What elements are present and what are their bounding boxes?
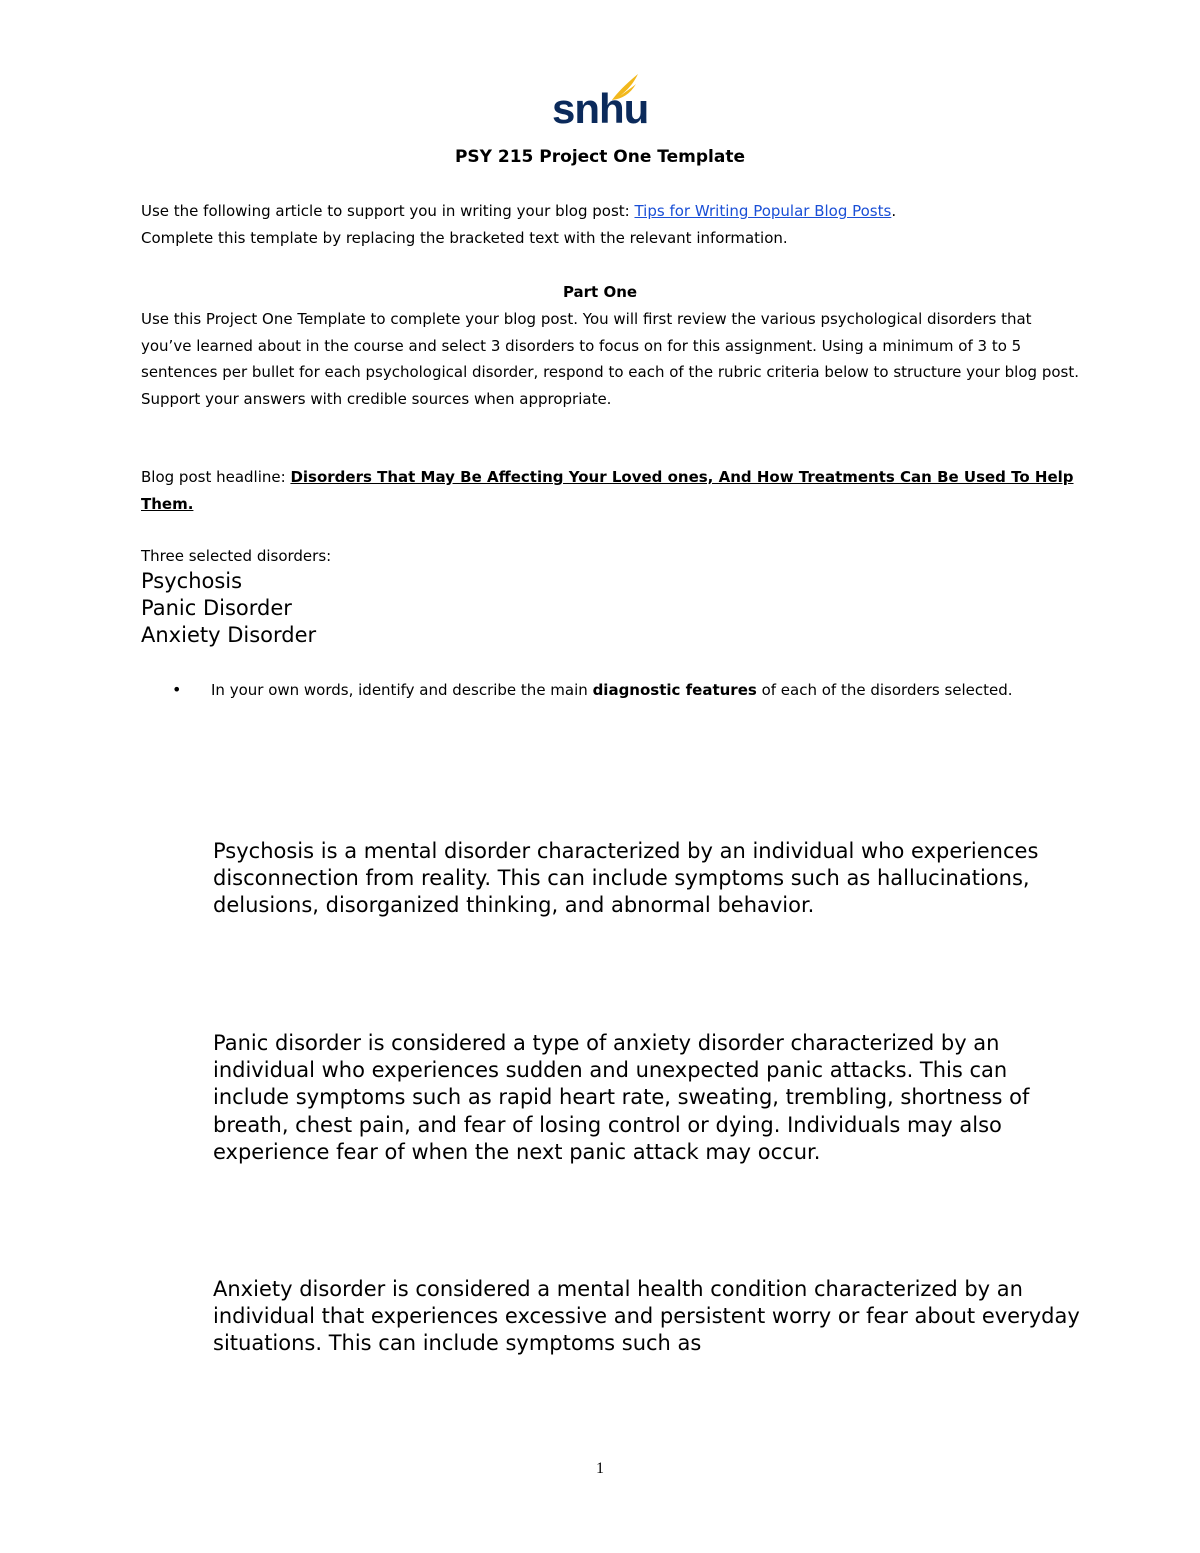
disorder-item: Anxiety Disorder bbox=[141, 623, 317, 647]
bullet-prefix: In your own words, identify and describe the main bbox=[211, 681, 593, 699]
intro-line1-suffix: . bbox=[891, 202, 897, 220]
page-number: 1 bbox=[596, 1460, 604, 1477]
part-one-heading: Part One bbox=[562, 283, 638, 301]
disorders-label: Three selected disorders: bbox=[141, 547, 332, 565]
disorder-list bbox=[141, 568, 316, 649]
answer-panic-disorder: Panic disorder is considered a type of anxiety disorder characterized by an individual who experiences sudden and unexpected panic attacks. This can include symptoms such as rapid heart rate, sweating, trembling, shortness of breath, chest pain, and fear of losing control or dying. Individuals may also experience fear of when the next panic attack may occur. bbox=[213, 1031, 1030, 1164]
part-one-body: Use this Project One Template to complete your blog post. You will first review the various psychological disorders that you’ve learned about in the course and select 3 disorders to focus on for this assignment. Using a minimum of 3 to 5 sentences per bullet for each psychological disorder, respond to each of the rubric criteria below to structure your blog post. Support your answers with credible sources when appropriate. bbox=[141, 310, 1079, 408]
logo-text: snhu bbox=[552, 85, 649, 132]
answer-psychosis: Psychosis is a mental disorder characterized by an individual who experiences disconnection from reality. This can include symptoms such as hallucinations, delusions, disorganized thinking, and abnormal behavior. bbox=[213, 839, 1039, 918]
intro-line2: Complete this template by replacing the bracketed text with the relevant information. bbox=[141, 228, 788, 247]
disorder-item: Psychosis bbox=[141, 569, 243, 593]
article-link[interactable]: Tips for Writing Popular Blog Posts bbox=[634, 202, 892, 220]
answer-anxiety-disorder: Anxiety disorder is considered a mental health condition characterized by an individual that experiences excessive and persistent worry or fear about everyday situations. This can include symptoms such as bbox=[213, 1277, 1080, 1356]
headline-paragraph bbox=[141, 464, 1081, 517]
bullet-bold: diagnostic features bbox=[592, 681, 757, 699]
bullet-icon: • bbox=[172, 680, 182, 699]
intro-paragraph bbox=[141, 198, 1081, 251]
headline-label: Blog post headline: bbox=[141, 468, 291, 486]
snhu-logo bbox=[552, 72, 649, 134]
bullet-suffix: of each of the disorders selected. bbox=[756, 681, 1013, 699]
bullet-prompt bbox=[211, 677, 1071, 704]
page-title: PSY 215 Project One Template bbox=[454, 147, 746, 167]
intro-line1-prefix: Use the following article to support you in writing your blog post: bbox=[141, 202, 635, 220]
disorder-item: Panic Disorder bbox=[141, 596, 292, 620]
headline-text: Disorders That May Be Affecting Your Loved ones, And How Treatments Can Be Used To Help Them. bbox=[141, 468, 1074, 513]
